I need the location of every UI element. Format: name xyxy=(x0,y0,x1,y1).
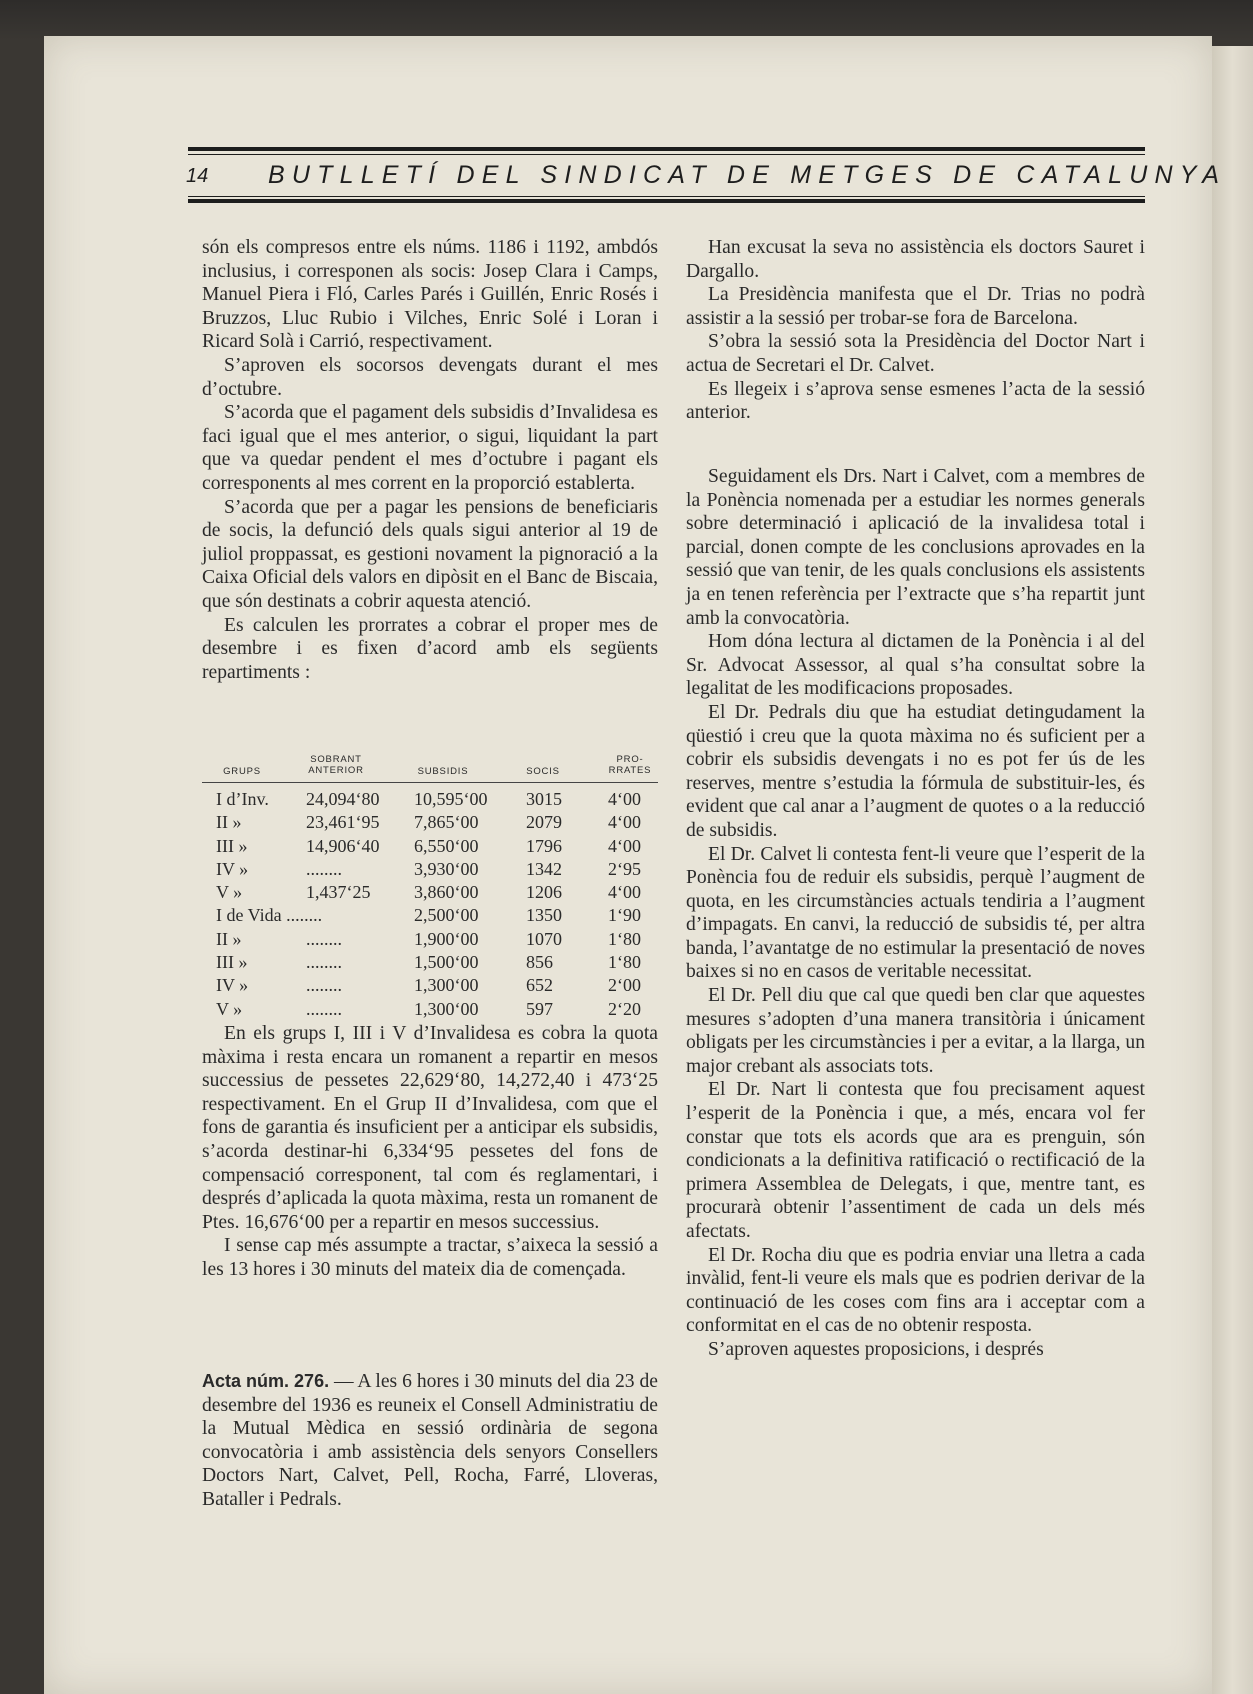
cell-socis: 597 xyxy=(526,998,553,1019)
running-header xyxy=(186,161,1227,193)
paragraph xyxy=(202,1370,658,1512)
cell-socis: 2079 xyxy=(526,812,562,833)
paragraph: són els compresos entre els núms. 1186 i 1192, ambdós inclusius, i corresponen als socis: Josep Clara i Camps, Manuel Piera i Fló, Carles Parés i Guillén, Enric Rosés i Bruzzos, Lluc Rubio i Vilches, Enric Solé i Loran i Ricard Solà i Carrió, respectivament. xyxy=(202,237,658,353)
cell-prorrata: 2‘00 xyxy=(608,975,641,996)
cell-sobrant: ........ xyxy=(306,928,342,949)
table-body xyxy=(202,789,658,1022)
cell-sobrant: ........ xyxy=(306,858,342,879)
cell-grup: II » xyxy=(216,928,242,949)
cell-grup: I d’Inv. xyxy=(216,789,269,809)
cell-grup: IV » xyxy=(216,975,249,996)
left-column-middle xyxy=(202,1022,658,1282)
cell-sobrant: ........ xyxy=(306,975,342,996)
paragraph: Han excusat la seva no assistència els doctors Sauret i Dargallo. xyxy=(686,237,1145,282)
acta-paragraph xyxy=(202,1370,658,1512)
cell-prorrata: 4‘00 xyxy=(608,882,641,903)
cell-sobrant: ........ xyxy=(306,952,342,973)
cell-socis: 1070 xyxy=(526,928,562,949)
cell-subsidis: 3,930‘00 xyxy=(414,858,479,879)
header-subsidis: SUBSIDIS xyxy=(417,766,469,777)
table-row xyxy=(202,975,658,998)
acta-label: Acta núm. 276. xyxy=(202,1371,330,1391)
cell-subsidis: 1,500‘00 xyxy=(414,952,479,973)
paragraph: I sense cap més assumpte a tractar, s’aixeca la sessió a les 13 hores i 30 minuts del mateix dia de començada. xyxy=(202,1235,658,1280)
header-rule-bottom-thin xyxy=(188,196,1145,197)
cell-subsidis: 1,300‘00 xyxy=(414,998,479,1019)
next-page-edge xyxy=(1212,46,1253,1694)
header-rule-top xyxy=(188,147,1145,151)
cell-sobrant: 24,094‘80 xyxy=(306,789,380,809)
paragraph: Es llegeix i s’aprova sense esmenes l’acta de la sessió anterior. xyxy=(686,378,1145,424)
paragraph: Hom dóna lectura al dictamen de la Ponència i al del Sr. Advocat Assessor, al qual s’ha consultat sobre la legalitat de les modificacions proposades. xyxy=(686,631,1145,700)
header-sobrant: SOBRANT ANTERIOR xyxy=(308,754,364,776)
cell-grup: III » xyxy=(216,835,248,856)
cell-socis: 1206 xyxy=(526,882,562,903)
paragraph: El Dr. Pell diu que cal que quedi ben clar que aquestes mesures s’adopten d’una manera transitòria i únicament obligats per les circumstàncies i per a evitar, a la llarga, un major crebant als associats tots. xyxy=(686,985,1145,1077)
paragraph: Seguidament els Drs. Nart i Calvet, com a membres de la Ponència nomenada per a estudiar les normes generals sobre determinació i aplicació de la invalidesa total i parcial, donen compte de les conclusions aprovades en la sessió que van tenir, de les quals conclusions els assistents ja en tenen referència per l’extracte que s’ha repartit junt amb la convocatòria. xyxy=(686,466,1145,629)
header-rule-bottom xyxy=(188,199,1145,203)
cell-prorrata: 1‘90 xyxy=(608,905,641,926)
header-socis: SOCIS xyxy=(526,766,560,777)
cell-subsidis: 2,500‘00 xyxy=(414,905,479,926)
cell-prorrata: 1‘80 xyxy=(608,952,641,973)
cell-subsidis: 3,860‘00 xyxy=(414,882,479,903)
cell-grup: V » xyxy=(216,998,243,1019)
page-number: 14 xyxy=(186,165,209,187)
cell-subsidis: 1,900‘00 xyxy=(414,928,479,949)
paragraph: S’obra la sessió sota la Presidència del Doctor Nart i actua de Secretari el Dr. Calvet. xyxy=(686,331,1145,376)
table-row xyxy=(202,929,658,952)
table-row xyxy=(202,952,658,975)
cell-subsidis: 6,550‘00 xyxy=(414,835,479,856)
header-rule-top-thin xyxy=(188,154,1145,155)
cell-grup: II » xyxy=(216,812,242,833)
cell-grup: IV » xyxy=(216,858,249,879)
table-header-rule xyxy=(202,782,658,783)
cell-subsidis: 10,595‘00 xyxy=(414,789,488,809)
paragraph: En els grups I, III i V d’Invalidesa es cobra la quota màxima i resta encara un romanent a repartir en mesos successius de pessetes 22,629‘80, 14,272,40 i 473‘25 respectivament. En el Grup II d’Invalidesa, com que el fons de garantia és insuficient per a anticipar els subsidis, s’acorda destinar-hi 6,334‘95 pessetes del fons de compensació corresponent, tal com és reglamentari, i després d’aplicada la quota màxima, resta un romanent de Ptes. 16,676‘00 per a repartir en mesos successius. xyxy=(202,1023,658,1233)
table-row xyxy=(202,905,658,928)
table-row xyxy=(202,812,658,835)
paragraph: S’acorda que el pagament dels subsidis d’Invalidesa es faci igual que el mes anterior, o sigui, liquidant la part que va quedar pendent el mes d’octubre i pagant els corresponents al mes corrent en la proporció establerta. xyxy=(202,402,658,494)
cell-grup: I de Vida ........ xyxy=(216,905,323,926)
table-header xyxy=(202,748,658,782)
cell-prorrata: 2‘95 xyxy=(608,858,641,879)
table-row xyxy=(202,999,658,1022)
cell-sobrant: 23,461‘95 xyxy=(306,812,380,833)
cell-sobrant: ........ xyxy=(306,998,342,1019)
table-row xyxy=(202,789,658,812)
journal-title: BUTLLETÍ DEL SINDICAT DE METGES DE CATALUNYA xyxy=(268,161,1227,189)
header-prorrates: PRO- RRATES xyxy=(608,754,652,776)
table-row xyxy=(202,882,658,905)
right-column-main xyxy=(686,465,1145,1362)
table-row xyxy=(202,836,658,859)
left-column-top xyxy=(202,236,658,684)
paragraph: S’acorda que per a pagar les pensions de beneficiaris de socis, la defunció dels quals sigui anterior al 19 de juliol proppassat, es gestioni novament la pignoració a la Caixa Oficial dels valors en dipòsit en el Banc de Biscaia, que són destinats a cobrir aquesta atenció. xyxy=(202,496,658,612)
paragraph: El Dr. Nart li contesta que fou precisament aquest l’esperit de la Ponència i que, a més, encara vol fer constar que tots els acords que ara es prenguin, són condicionats a la definitiva ratificació o rectificació de la primera Assemblea de Delegats, i que, mentre tant, es procurarà obtenir l’assentiment de cada un dels més afectats. xyxy=(686,1079,1145,1242)
cell-prorrata: 4‘00 xyxy=(608,812,641,833)
cell-sobrant: 14,906‘40 xyxy=(306,835,380,856)
table-row xyxy=(202,859,658,882)
cell-grup: III » xyxy=(216,952,248,973)
right-column-top xyxy=(686,236,1145,425)
cell-socis: 1342 xyxy=(526,858,562,879)
paragraph: S’aproven els socorsos devengats durant el mes d’octubre. xyxy=(202,354,658,400)
cell-subsidis: 7,865‘00 xyxy=(414,812,479,833)
cell-prorrata: 4‘00 xyxy=(608,835,641,856)
cell-socis: 3015 xyxy=(526,789,562,809)
cell-socis: 652 xyxy=(526,975,553,996)
cell-prorrata: 1‘80 xyxy=(608,928,641,949)
cell-prorrata: 4‘00 xyxy=(608,789,641,809)
acta-text: — A les 6 hores i 30 minuts del dia 23 de desembre del 1936 es reuneix el Consell Administratiu de la Mutual Mèdica en sessió ordinària de segona convocatòria i amb assistència dels senyors Consellers Doctors Nart, Calvet, Pell, Rocha, Farré, Lloveras, Bataller i Pedrals. xyxy=(202,1371,659,1510)
paragraph: La Presidència manifesta que el Dr. Trias no podrà assistir a la sessió per trobar-se fora de Barcelona. xyxy=(686,284,1145,329)
paragraph: S’aproven aquestes proposicions, i després xyxy=(708,1338,1044,1360)
paragraph: Es calculen les prorrates a cobrar el proper mes de desembre i es fixen d’acord amb els següents repartiments : xyxy=(202,614,658,683)
cell-socis: 1796 xyxy=(526,835,562,856)
cell-prorrata: 2‘20 xyxy=(608,998,641,1019)
header-grups: GRUPS xyxy=(223,766,261,777)
cell-sobrant: 1,437‘25 xyxy=(306,882,371,903)
prorrates-table xyxy=(202,748,658,1022)
paragraph: El Dr. Calvet li contesta fent-li veure que l’esperit de la Ponència fou de reduir els subsidis, perquè l’augment de quota, en les circumstàncies actuals tendiria a l’augment d’impagats. En canvi, la reducció de subsidis té, per altra banda, l’avantatge de no estimular la presentació de noves baixes si no en casos de veritable necessitat. xyxy=(686,843,1145,983)
cell-socis: 1350 xyxy=(526,905,562,926)
cell-subsidis: 1,300‘00 xyxy=(414,975,479,996)
paragraph: El Dr. Rocha diu que es podria enviar una lletra a cada invàlid, fent-li veure els mals que es podrien derivar de la continuació de les coses com fins ara i acceptar com a conformitat en el cas de no obtenir resposta. xyxy=(686,1244,1145,1337)
cell-socis: 856 xyxy=(526,952,553,973)
cell-grup: V » xyxy=(216,882,243,903)
paragraph: El Dr. Pedrals diu que ha estudiat detingudament la qüestió i creu que la quota màxima no és suficient per a cobrir els subsidis devengats i no es pot fer ús de les reserves, mentre s’estudia la fórmula de substituir-les, és evident que cal anar a l’augment de quotes o a la reducció de subsidis. xyxy=(686,701,1145,841)
